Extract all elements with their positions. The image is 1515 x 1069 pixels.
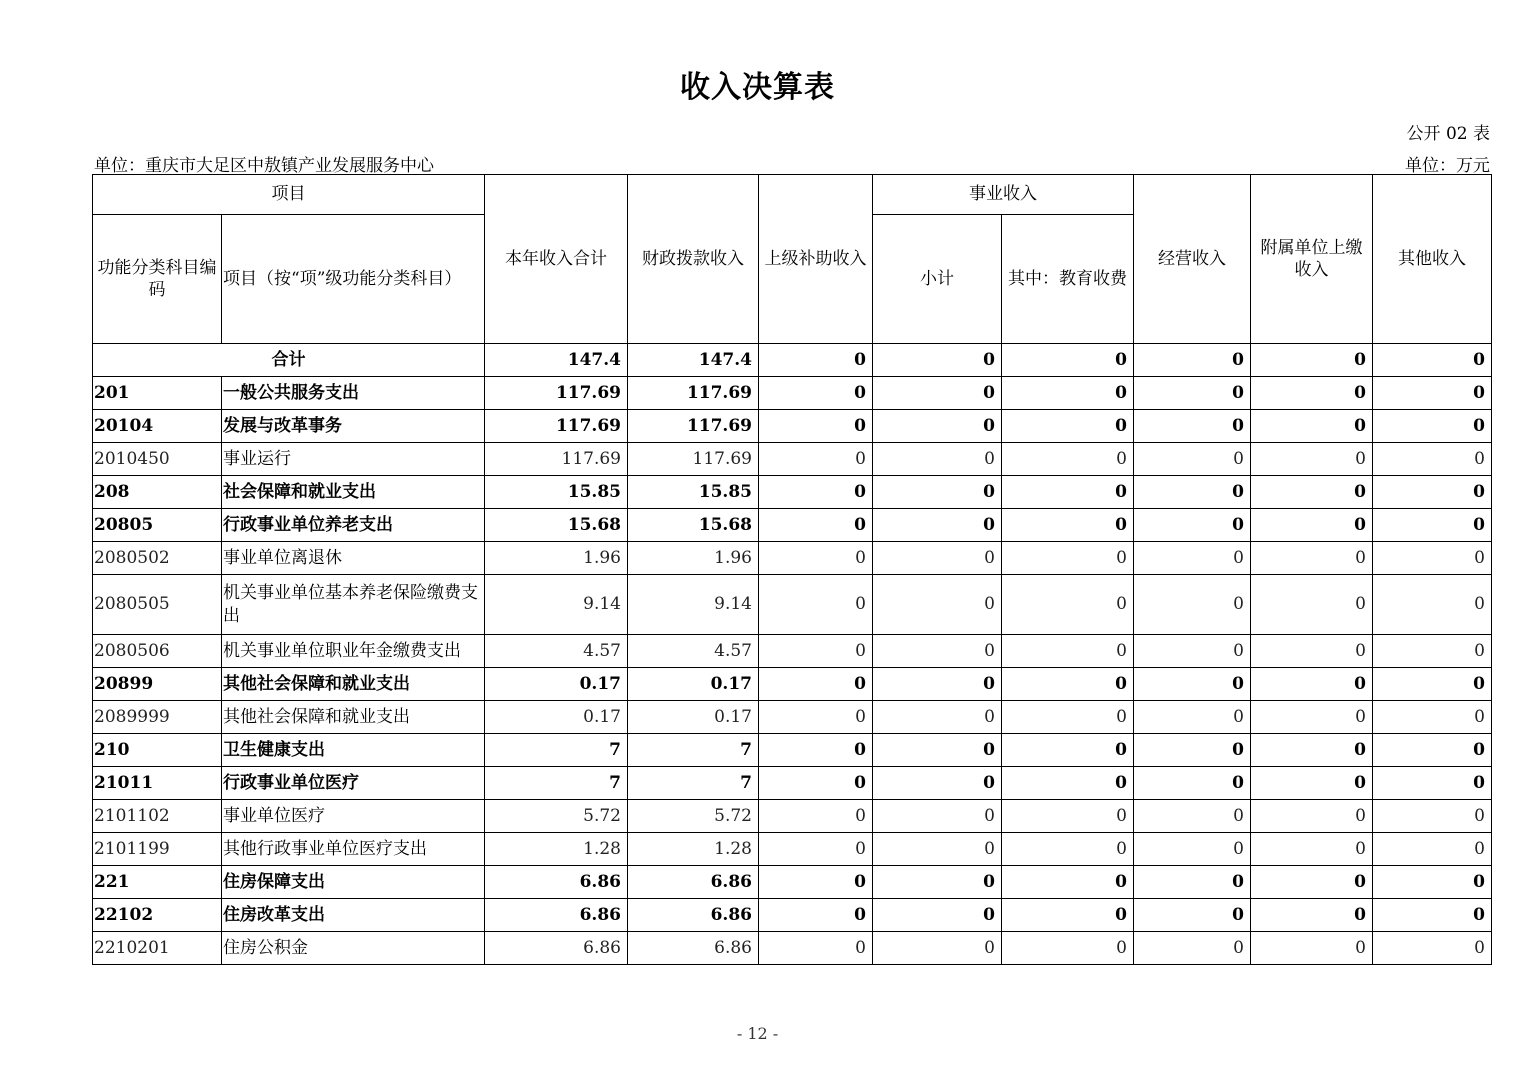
cell-subtotal: 0 [873,509,1002,542]
cell-other: 0 [1373,899,1492,932]
cell-subtotal: 0 [873,701,1002,734]
cell-affiliated: 0 [1251,701,1373,734]
cell-name: 住房保障支出 [222,866,485,899]
cell-operating: 0 [1134,767,1251,800]
cell-name: 卫生健康支出 [222,734,485,767]
header-education: 其中：教育收费 [1002,215,1134,344]
table-row [93,377,1492,410]
cell-affiliated: 0 [1251,476,1373,509]
cell-education: 0 [1002,410,1134,443]
cell-operating: 0 [1134,476,1251,509]
cell-fiscal: 117.69 [628,377,759,410]
table-row [93,443,1492,476]
cell-code: 20104 [93,410,222,443]
cell-other: 0 [1373,542,1492,575]
cell-code: 2080505 [93,575,222,635]
cell-name: 住房改革支出 [222,899,485,932]
cell-education: 0 [1002,734,1134,767]
cell-subtotal: 0 [873,668,1002,701]
cell-education: 0 [1002,476,1134,509]
cell-affiliated: 0 [1251,833,1373,866]
cell-total: 9.14 [485,575,628,635]
cell-code: 2101199 [93,833,222,866]
cell-education: 0 [1002,899,1134,932]
cell-name: 机关事业单位基本养老保险缴费支出 [222,575,485,635]
table-row [93,476,1492,509]
table-row [93,932,1492,965]
cell-superior: 0 [759,833,873,866]
cell-subtotal: 0 [873,767,1002,800]
cell-operating: 0 [1134,575,1251,635]
table-row [93,866,1492,899]
cell-total: 7 [485,734,628,767]
cell-operating: 0 [1134,635,1251,668]
cell-superior: 0 [759,668,873,701]
cell-operating: 0 [1134,668,1251,701]
cell-subtotal: 0 [873,344,1002,377]
cell-education: 0 [1002,701,1134,734]
cell-operating: 0 [1134,899,1251,932]
cell-total: 117.69 [485,443,628,476]
header-superior: 上级补助收入 [759,175,873,344]
cell-operating: 0 [1134,701,1251,734]
cell-name: 机关事业单位职业年金缴费支出 [222,635,485,668]
income-table [92,174,1492,965]
cell-affiliated: 0 [1251,734,1373,767]
header-total: 本年收入合计 [485,175,628,344]
cell-affiliated: 0 [1251,575,1373,635]
cell-operating: 0 [1134,509,1251,542]
cell-subtotal: 0 [873,476,1002,509]
cell-superior: 0 [759,377,873,410]
cell-name: 事业单位离退休 [222,542,485,575]
header-other: 其他收入 [1373,175,1492,344]
cell-operating: 0 [1134,377,1251,410]
cell-subtotal: 0 [873,899,1002,932]
cell-operating: 0 [1134,344,1251,377]
cell-affiliated: 0 [1251,668,1373,701]
cell-other: 0 [1373,476,1492,509]
cell-superior: 0 [759,800,873,833]
cell-operating: 0 [1134,443,1251,476]
cell-superior: 0 [759,509,873,542]
header-project: 项目 [93,175,485,215]
cell-code: 201 [93,377,222,410]
cell-operating: 0 [1134,932,1251,965]
cell-total: 147.4 [485,344,628,377]
total-label: 合计 [93,344,485,377]
cell-subtotal: 0 [873,734,1002,767]
table-row [93,767,1492,800]
cell-education: 0 [1002,668,1134,701]
header-code: 功能分类科目编码 [93,215,222,344]
cell-operating: 0 [1134,542,1251,575]
cell-other: 0 [1373,668,1492,701]
cell-name: 发展与改革事务 [222,410,485,443]
cell-code: 2080502 [93,542,222,575]
cell-affiliated: 0 [1251,377,1373,410]
cell-name: 行政事业单位医疗 [222,767,485,800]
cell-affiliated: 0 [1251,767,1373,800]
cell-subtotal: 0 [873,800,1002,833]
cell-fiscal: 6.86 [628,866,759,899]
cell-education: 0 [1002,635,1134,668]
cell-subtotal: 0 [873,443,1002,476]
cell-fiscal: 6.86 [628,899,759,932]
cell-total: 1.28 [485,833,628,866]
cell-superior: 0 [759,476,873,509]
cell-other: 0 [1373,377,1492,410]
cell-total: 6.86 [485,932,628,965]
cell-name: 其他行政事业单位医疗支出 [222,833,485,866]
cell-name: 住房公积金 [222,932,485,965]
unit-currency: 单位：万元 [1405,156,1490,176]
cell-affiliated: 0 [1251,899,1373,932]
cell-other: 0 [1373,443,1492,476]
header-subtotal: 小计 [873,215,1002,344]
cell-superior: 0 [759,410,873,443]
cell-total: 0.17 [485,701,628,734]
cell-education: 0 [1002,377,1134,410]
cell-education: 0 [1002,542,1134,575]
table-row [93,509,1492,542]
cell-fiscal: 7 [628,734,759,767]
cell-operating: 0 [1134,833,1251,866]
cell-subtotal: 0 [873,635,1002,668]
cell-subtotal: 0 [873,833,1002,866]
table-row [93,833,1492,866]
cell-subtotal: 0 [873,542,1002,575]
cell-operating: 0 [1134,410,1251,443]
cell-fiscal: 147.4 [628,344,759,377]
cell-fiscal: 7 [628,767,759,800]
cell-code: 2010450 [93,443,222,476]
cell-total: 117.69 [485,377,628,410]
cell-affiliated: 0 [1251,866,1373,899]
cell-code: 210 [93,734,222,767]
header-name: 项目（按“项”级功能分类科目） [222,215,485,344]
cell-education: 0 [1002,932,1134,965]
cell-code: 2210201 [93,932,222,965]
cell-education: 0 [1002,443,1134,476]
unit-organization: 单位：重庆市大足区中敖镇产业发展服务中心 [94,156,434,176]
cell-code: 2089999 [93,701,222,734]
table-row [93,668,1492,701]
cell-education: 0 [1002,575,1134,635]
cell-other: 0 [1373,866,1492,899]
page-number: - 12 - [736,1024,779,1043]
table-row [93,734,1492,767]
table-row [93,410,1492,443]
cell-code: 20805 [93,509,222,542]
cell-total: 15.68 [485,509,628,542]
cell-other: 0 [1373,635,1492,668]
cell-operating: 0 [1134,800,1251,833]
cell-name: 其他社会保障和就业支出 [222,668,485,701]
cell-affiliated: 0 [1251,635,1373,668]
cell-fiscal: 1.96 [628,542,759,575]
table-row [93,800,1492,833]
page-title: 收入决算表 [680,70,835,105]
cell-fiscal: 15.68 [628,509,759,542]
cell-subtotal: 0 [873,377,1002,410]
header-affiliated: 附属单位上缴收入 [1251,175,1373,344]
cell-other: 0 [1373,344,1492,377]
table-row [93,542,1492,575]
cell-superior: 0 [759,635,873,668]
cell-other: 0 [1373,767,1492,800]
cell-other: 0 [1373,833,1492,866]
cell-name: 事业单位医疗 [222,800,485,833]
cell-other: 0 [1373,410,1492,443]
cell-affiliated: 0 [1251,410,1373,443]
cell-subtotal: 0 [873,932,1002,965]
cell-total: 5.72 [485,800,628,833]
cell-code: 21011 [93,767,222,800]
cell-superior: 0 [759,443,873,476]
cell-other: 0 [1373,509,1492,542]
cell-fiscal: 15.85 [628,476,759,509]
cell-total: 15.85 [485,476,628,509]
cell-fiscal: 1.28 [628,833,759,866]
cell-name: 社会保障和就业支出 [222,476,485,509]
cell-education: 0 [1002,344,1134,377]
cell-other: 0 [1373,575,1492,635]
cell-superior: 0 [759,344,873,377]
cell-fiscal: 0.17 [628,668,759,701]
cell-education: 0 [1002,866,1134,899]
cell-superior: 0 [759,932,873,965]
cell-education: 0 [1002,767,1134,800]
cell-total: 4.57 [485,635,628,668]
cell-superior: 0 [759,734,873,767]
cell-operating: 0 [1134,734,1251,767]
cell-code: 221 [93,866,222,899]
cell-subtotal: 0 [873,866,1002,899]
cell-fiscal: 5.72 [628,800,759,833]
cell-subtotal: 0 [873,575,1002,635]
cell-subtotal: 0 [873,410,1002,443]
cell-fiscal: 117.69 [628,443,759,476]
table-row [93,575,1492,635]
total-row [93,344,1492,377]
header-career: 事业收入 [873,175,1134,215]
cell-superior: 0 [759,866,873,899]
header-fiscal: 财政拨款收入 [628,175,759,344]
cell-name: 一般公共服务支出 [222,377,485,410]
cell-total: 6.86 [485,899,628,932]
cell-name: 行政事业单位养老支出 [222,509,485,542]
cell-total: 7 [485,767,628,800]
cell-other: 0 [1373,800,1492,833]
cell-fiscal: 4.57 [628,635,759,668]
cell-fiscal: 6.86 [628,932,759,965]
cell-name: 事业运行 [222,443,485,476]
cell-code: 208 [93,476,222,509]
cell-other: 0 [1373,701,1492,734]
cell-education: 0 [1002,833,1134,866]
cell-affiliated: 0 [1251,542,1373,575]
cell-other: 0 [1373,932,1492,965]
cell-fiscal: 9.14 [628,575,759,635]
cell-other: 0 [1373,734,1492,767]
form-code: 公开 02 表 [1406,124,1490,144]
cell-superior: 0 [759,701,873,734]
cell-code: 22102 [93,899,222,932]
cell-code: 2101102 [93,800,222,833]
cell-affiliated: 0 [1251,344,1373,377]
cell-total: 6.86 [485,866,628,899]
cell-superior: 0 [759,767,873,800]
cell-superior: 0 [759,575,873,635]
header-operating: 经营收入 [1134,175,1251,344]
cell-education: 0 [1002,509,1134,542]
cell-affiliated: 0 [1251,509,1373,542]
cell-education: 0 [1002,800,1134,833]
cell-fiscal: 117.69 [628,410,759,443]
cell-affiliated: 0 [1251,443,1373,476]
cell-superior: 0 [759,899,873,932]
cell-code: 2080506 [93,635,222,668]
cell-total: 0.17 [485,668,628,701]
cell-name: 其他社会保障和就业支出 [222,701,485,734]
cell-affiliated: 0 [1251,800,1373,833]
cell-total: 1.96 [485,542,628,575]
cell-operating: 0 [1134,866,1251,899]
cell-total: 117.69 [485,410,628,443]
table-row [93,899,1492,932]
table-row [93,701,1492,734]
cell-fiscal: 0.17 [628,701,759,734]
cell-affiliated: 0 [1251,932,1373,965]
cell-superior: 0 [759,542,873,575]
cell-code: 20899 [93,668,222,701]
table-row [93,635,1492,668]
